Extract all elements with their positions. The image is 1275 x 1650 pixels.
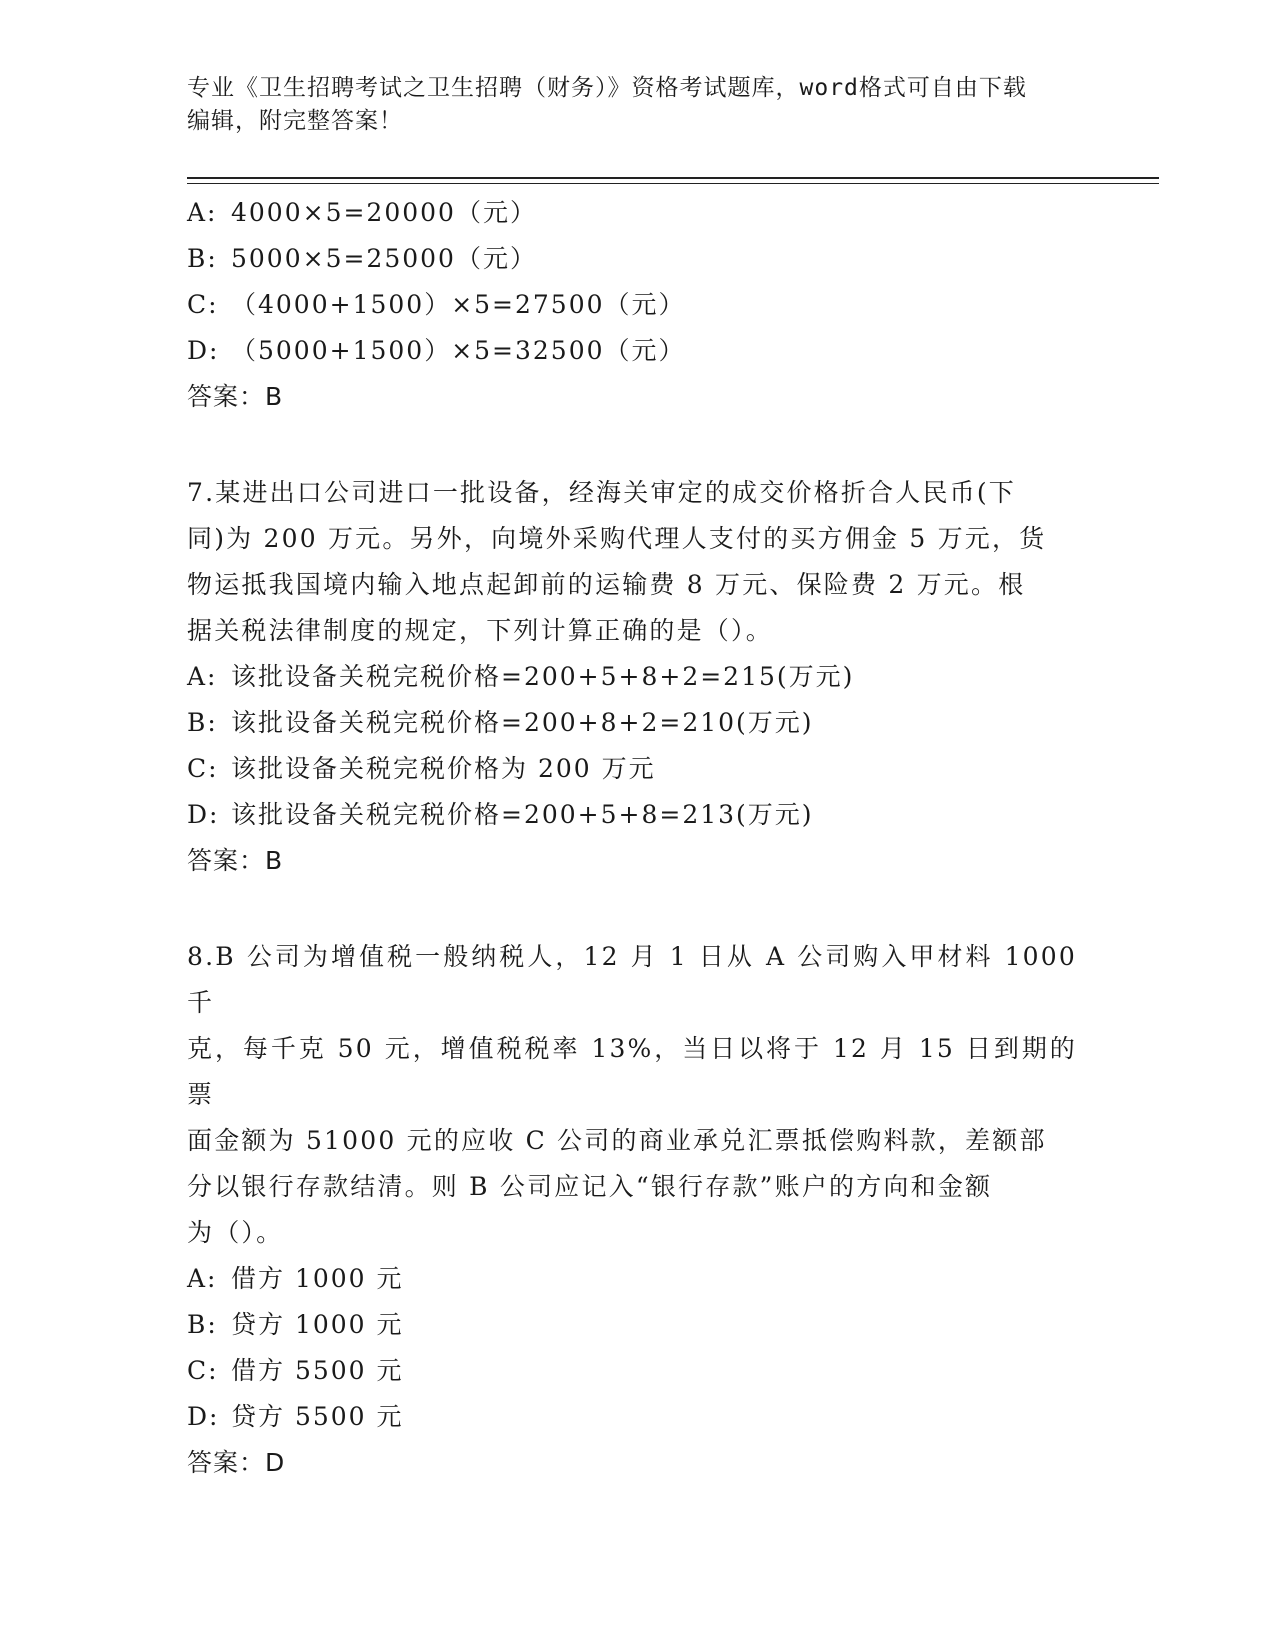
question-stem bbox=[187, 934, 1077, 1256]
option-a: A: 4000×5=20000（元） bbox=[187, 198, 537, 227]
stem-line: 同)为 200 万元。另外，向境外采购代理人支付的买方佣金 5 万元，货 bbox=[187, 524, 1047, 553]
option-c: C: 借方 5500 元 bbox=[187, 1356, 404, 1385]
header-line-2: 编辑，附完整答案！ bbox=[187, 108, 403, 134]
question-6-continued bbox=[187, 190, 1087, 420]
stem-line: 8.B 公司为增值税一般纳税人，12 月 1 日从 A 公司购入甲材料 1000 千 bbox=[187, 942, 1077, 1017]
answer-line: 答案：D bbox=[187, 1448, 286, 1477]
question-8 bbox=[187, 934, 1087, 1486]
option-d: D: 该批设备关税完税价格=200+5+8=213(万元) bbox=[187, 800, 814, 829]
option-b: B: 5000×5=25000（元） bbox=[187, 244, 537, 273]
option-a: A: 借方 1000 元 bbox=[187, 1264, 404, 1293]
option-b: B: 贷方 1000 元 bbox=[187, 1310, 404, 1339]
option-b: B: 该批设备关税完税价格=200+8+2=210(万元) bbox=[187, 708, 814, 737]
stem-line: 据关税法律制度的规定，下列计算正确的是（）。 bbox=[187, 616, 773, 645]
stem-line: 分以银行存款结清。则 B 公司应记入“银行存款”账户的方向和金额 bbox=[187, 1172, 993, 1201]
option-c: C: 该批设备关税完税价格为 200 万元 bbox=[187, 754, 656, 783]
stem-line: 物运抵我国境内输入地点起卸前的运输费 8 万元、保险费 2 万元。根 bbox=[187, 570, 1026, 599]
page-header bbox=[187, 72, 1087, 138]
header-rule-thick bbox=[187, 177, 1159, 179]
question-7 bbox=[187, 470, 1087, 884]
answer-line: 答案：B bbox=[187, 382, 284, 411]
header-rule-thin bbox=[187, 183, 1159, 184]
option-a: A: 该批设备关税完税价格=200+5+8+2=215(万元) bbox=[187, 662, 855, 691]
option-d: D: 贷方 5500 元 bbox=[187, 1402, 404, 1431]
stem-line: 克，每千克 50 元，增值税税率 13%，当日以将于 12 月 15 日到期的票 bbox=[187, 1034, 1077, 1109]
header-line-1: 专业《卫生招聘考试之卫生招聘（财务）》资格考试题库，word格式可自由下载 bbox=[187, 75, 1027, 101]
stem-line: 为（）。 bbox=[187, 1218, 284, 1247]
stem-line: 面金额为 51000 元的应收 C 公司的商业承兑汇票抵偿购料款，差额部 bbox=[187, 1126, 1047, 1155]
option-d: D: （5000+1500）×5=32500（元） bbox=[187, 336, 686, 365]
answer-line: 答案：B bbox=[187, 846, 284, 875]
option-c: C: （4000+1500）×5=27500（元） bbox=[187, 290, 686, 319]
question-stem bbox=[187, 470, 1077, 654]
document-body bbox=[187, 190, 1087, 1486]
stem-line: 7.某进出口公司进口一批设备，经海关审定的成交价格折合人民币(下 bbox=[187, 478, 1017, 507]
